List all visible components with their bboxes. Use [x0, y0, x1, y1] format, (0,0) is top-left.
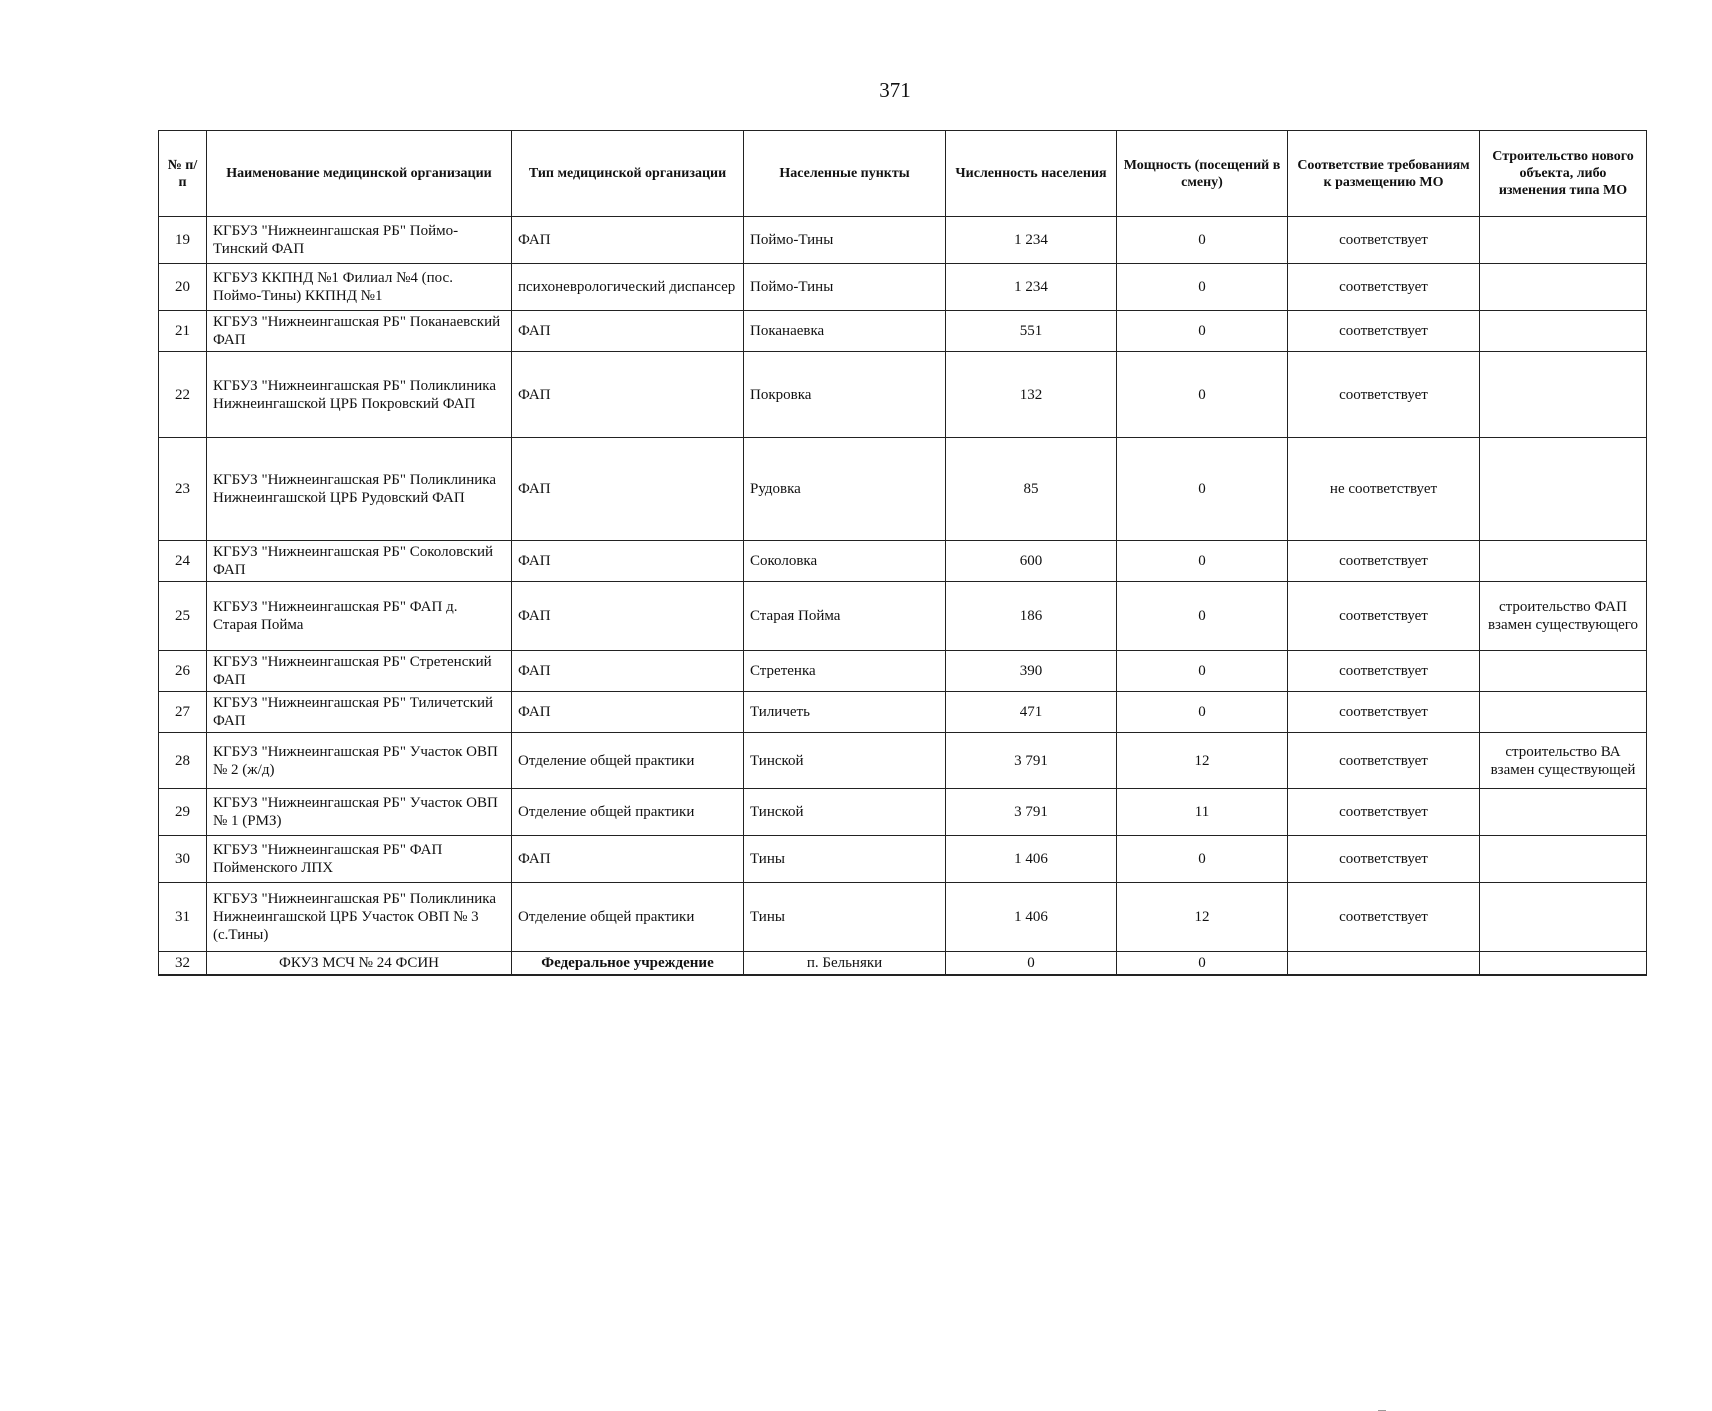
- cell-org-name: КГБУЗ "Нижнеингашская РБ" Поймо-Тинский ФАП: [207, 217, 512, 264]
- cell-settlement: Тинской: [744, 733, 946, 789]
- cell-compliance: соответствует: [1288, 352, 1480, 438]
- cell-settlement: Старая Пойма: [744, 582, 946, 651]
- table-row: [159, 836, 1647, 883]
- cell-compliance: [1288, 952, 1480, 976]
- cell-construction: [1480, 541, 1647, 582]
- cell-construction: [1480, 883, 1647, 952]
- cell-num: 20: [159, 264, 207, 311]
- cell-settlement: Покровка: [744, 352, 946, 438]
- cell-org-name: КГБУЗ "Нижнеингашская РБ" Поканаевский ФАП: [207, 311, 512, 352]
- cell-capacity: 11: [1117, 789, 1288, 836]
- table-row: [159, 883, 1647, 952]
- header-num: № п/п: [159, 131, 207, 217]
- cell-num: 22: [159, 352, 207, 438]
- cell-construction: строительство ФАП взамен существующего: [1480, 582, 1647, 651]
- cell-org-name: КГБУЗ "Нижнеингашская РБ" Соколовский ФАП: [207, 541, 512, 582]
- cell-settlement: Рудовка: [744, 438, 946, 541]
- cell-construction: [1480, 311, 1647, 352]
- cell-org-type: ФАП: [512, 651, 744, 692]
- cell-num: 31: [159, 883, 207, 952]
- cell-construction: [1480, 217, 1647, 264]
- cell-compliance: соответствует: [1288, 836, 1480, 883]
- cell-org-name: КГБУЗ "Нижнеингашская РБ" Стретенский ФАП: [207, 651, 512, 692]
- cell-num: 21: [159, 311, 207, 352]
- cell-settlement: Соколовка: [744, 541, 946, 582]
- table-row: [159, 352, 1647, 438]
- cell-settlement: Поймо-Тины: [744, 264, 946, 311]
- cell-org-type: ФАП: [512, 692, 744, 733]
- cell-construction: [1480, 352, 1647, 438]
- header-capacity: Мощность (посещений в смену): [1117, 131, 1288, 217]
- cell-population: 1 406: [946, 836, 1117, 883]
- header-construction: Строительство нового объекта, либо изменения типа МО: [1480, 131, 1647, 217]
- cell-org-type: ФАП: [512, 836, 744, 883]
- cell-population: 1 406: [946, 883, 1117, 952]
- cell-capacity: 0: [1117, 217, 1288, 264]
- header-org-type: Тип медицинской организации: [512, 131, 744, 217]
- cell-org-name: КГБУЗ "Нижнеингашская РБ" Поликлиника Нижнеингашской ЦРБ Участок ОВП № 3 (с.Тины): [207, 883, 512, 952]
- cell-capacity: 12: [1117, 733, 1288, 789]
- cell-org-name: КГБУЗ "Нижнеингашская РБ" Поликлиника Нижнеингашской ЦРБ Покровский ФАП: [207, 352, 512, 438]
- cell-num: 28: [159, 733, 207, 789]
- cell-org-type: Отделение общей практики: [512, 883, 744, 952]
- table-header-row: [159, 131, 1647, 217]
- medical-organizations-table: [158, 130, 1647, 976]
- cell-compliance: соответствует: [1288, 651, 1480, 692]
- cell-num: 25: [159, 582, 207, 651]
- cell-construction: [1480, 836, 1647, 883]
- cell-num: 27: [159, 692, 207, 733]
- cell-settlement: Поканаевка: [744, 311, 946, 352]
- header-compliance: Соответствие требованиям к размещению МО: [1288, 131, 1480, 217]
- cell-population: 390: [946, 651, 1117, 692]
- cell-capacity: 0: [1117, 264, 1288, 311]
- cell-org-name: КГБУЗ "Нижнеингашская РБ" Участок ОВП № 2 (ж/д): [207, 733, 512, 789]
- cell-org-type: ФАП: [512, 438, 744, 541]
- cell-compliance: соответствует: [1288, 789, 1480, 836]
- cell-org-type: Федеральное учреждение: [512, 952, 744, 976]
- cell-capacity: 0: [1117, 651, 1288, 692]
- cell-compliance: соответствует: [1288, 264, 1480, 311]
- cell-capacity: 0: [1117, 541, 1288, 582]
- cell-population: 186: [946, 582, 1117, 651]
- cell-settlement: Тинской: [744, 789, 946, 836]
- cell-num: 23: [159, 438, 207, 541]
- table-row: [159, 582, 1647, 651]
- cell-capacity: 0: [1117, 311, 1288, 352]
- cell-settlement: Поймо-Тины: [744, 217, 946, 264]
- cell-population: 600: [946, 541, 1117, 582]
- cell-compliance: не соответствует: [1288, 438, 1480, 541]
- cell-org-name: КГБУЗ "Нижнеингашская РБ" ФАП д. Старая Пойма: [207, 582, 512, 651]
- cell-population: 0: [946, 952, 1117, 976]
- cell-construction: [1480, 651, 1647, 692]
- cell-org-type: ФАП: [512, 217, 744, 264]
- cell-capacity: 0: [1117, 692, 1288, 733]
- cell-population: 132: [946, 352, 1117, 438]
- page-number: 371: [879, 78, 911, 102]
- table-row: [159, 438, 1647, 541]
- cell-capacity: 0: [1117, 352, 1288, 438]
- cell-org-name: КГБУЗ "Нижнеингашская РБ" Тиличетский ФАП: [207, 692, 512, 733]
- cell-org-name: ФКУЗ МСЧ № 24 ФСИН: [207, 952, 512, 976]
- table-row: [159, 733, 1647, 789]
- cell-org-type: ФАП: [512, 352, 744, 438]
- cell-construction: строительство ВА взамен существующей: [1480, 733, 1647, 789]
- cell-compliance: соответствует: [1288, 582, 1480, 651]
- cell-construction: [1480, 692, 1647, 733]
- cell-capacity: 0: [1117, 952, 1288, 976]
- cell-org-name: КГБУЗ "Нижнеингашская РБ" Участок ОВП № 1 (РМЗ): [207, 789, 512, 836]
- cell-compliance: соответствует: [1288, 311, 1480, 352]
- cell-settlement: Стретенка: [744, 651, 946, 692]
- cell-construction: [1480, 789, 1647, 836]
- cell-construction: [1480, 438, 1647, 541]
- cell-population: 471: [946, 692, 1117, 733]
- cell-population: 551: [946, 311, 1117, 352]
- cell-org-type: ФАП: [512, 541, 744, 582]
- cell-population: 3 791: [946, 789, 1117, 836]
- cell-num: 19: [159, 217, 207, 264]
- cell-compliance: соответствует: [1288, 733, 1480, 789]
- cell-capacity: 0: [1117, 438, 1288, 541]
- cell-capacity: 0: [1117, 582, 1288, 651]
- table-row: [159, 264, 1647, 311]
- cell-num: 26: [159, 651, 207, 692]
- cell-org-name: КГБУЗ ККПНД №1 Филиал №4 (пос. Поймо-Тины) ККПНД №1: [207, 264, 512, 311]
- cell-capacity: 12: [1117, 883, 1288, 952]
- cell-num: 32: [159, 952, 207, 976]
- cell-settlement: п. Бельняки: [744, 952, 946, 976]
- cell-population: 85: [946, 438, 1117, 541]
- cell-org-type: ФАП: [512, 311, 744, 352]
- table-row: [159, 217, 1647, 264]
- cell-num: 30: [159, 836, 207, 883]
- cell-construction: [1480, 264, 1647, 311]
- cell-org-type: психоневрологический диспансер: [512, 264, 744, 311]
- cell-population: 3 791: [946, 733, 1117, 789]
- table-row: [159, 311, 1647, 352]
- table-row: [159, 789, 1647, 836]
- cell-org-type: Отделение общей практики: [512, 789, 744, 836]
- cell-org-name: КГБУЗ "Нижнеингашская РБ" ФАП Пойменского ЛПХ: [207, 836, 512, 883]
- cell-org-type: ФАП: [512, 582, 744, 651]
- cell-compliance: соответствует: [1288, 541, 1480, 582]
- cell-settlement: Тины: [744, 883, 946, 952]
- cell-settlement: Тиличеть: [744, 692, 946, 733]
- table-row: [159, 541, 1647, 582]
- table-row: [159, 952, 1647, 976]
- header-org-name: Наименование медицинской организации: [207, 131, 512, 217]
- cell-compliance: соответствует: [1288, 692, 1480, 733]
- cell-capacity: 0: [1117, 836, 1288, 883]
- header-settlements: Населенные пункты: [744, 131, 946, 217]
- cell-population: 1 234: [946, 264, 1117, 311]
- cell-compliance: соответствует: [1288, 217, 1480, 264]
- cell-org-type: Отделение общей практики: [512, 733, 744, 789]
- cell-population: 1 234: [946, 217, 1117, 264]
- table-row: [159, 692, 1647, 733]
- cell-org-name: КГБУЗ "Нижнеингашская РБ" Поликлиника Нижнеингашской ЦРБ Рудовский ФАП: [207, 438, 512, 541]
- header-population: Численность населения: [946, 131, 1117, 217]
- cell-num: 29: [159, 789, 207, 836]
- table-row: [159, 651, 1647, 692]
- cell-compliance: соответствует: [1288, 883, 1480, 952]
- cell-construction: [1480, 952, 1647, 976]
- cell-settlement: Тины: [744, 836, 946, 883]
- cell-num: 24: [159, 541, 207, 582]
